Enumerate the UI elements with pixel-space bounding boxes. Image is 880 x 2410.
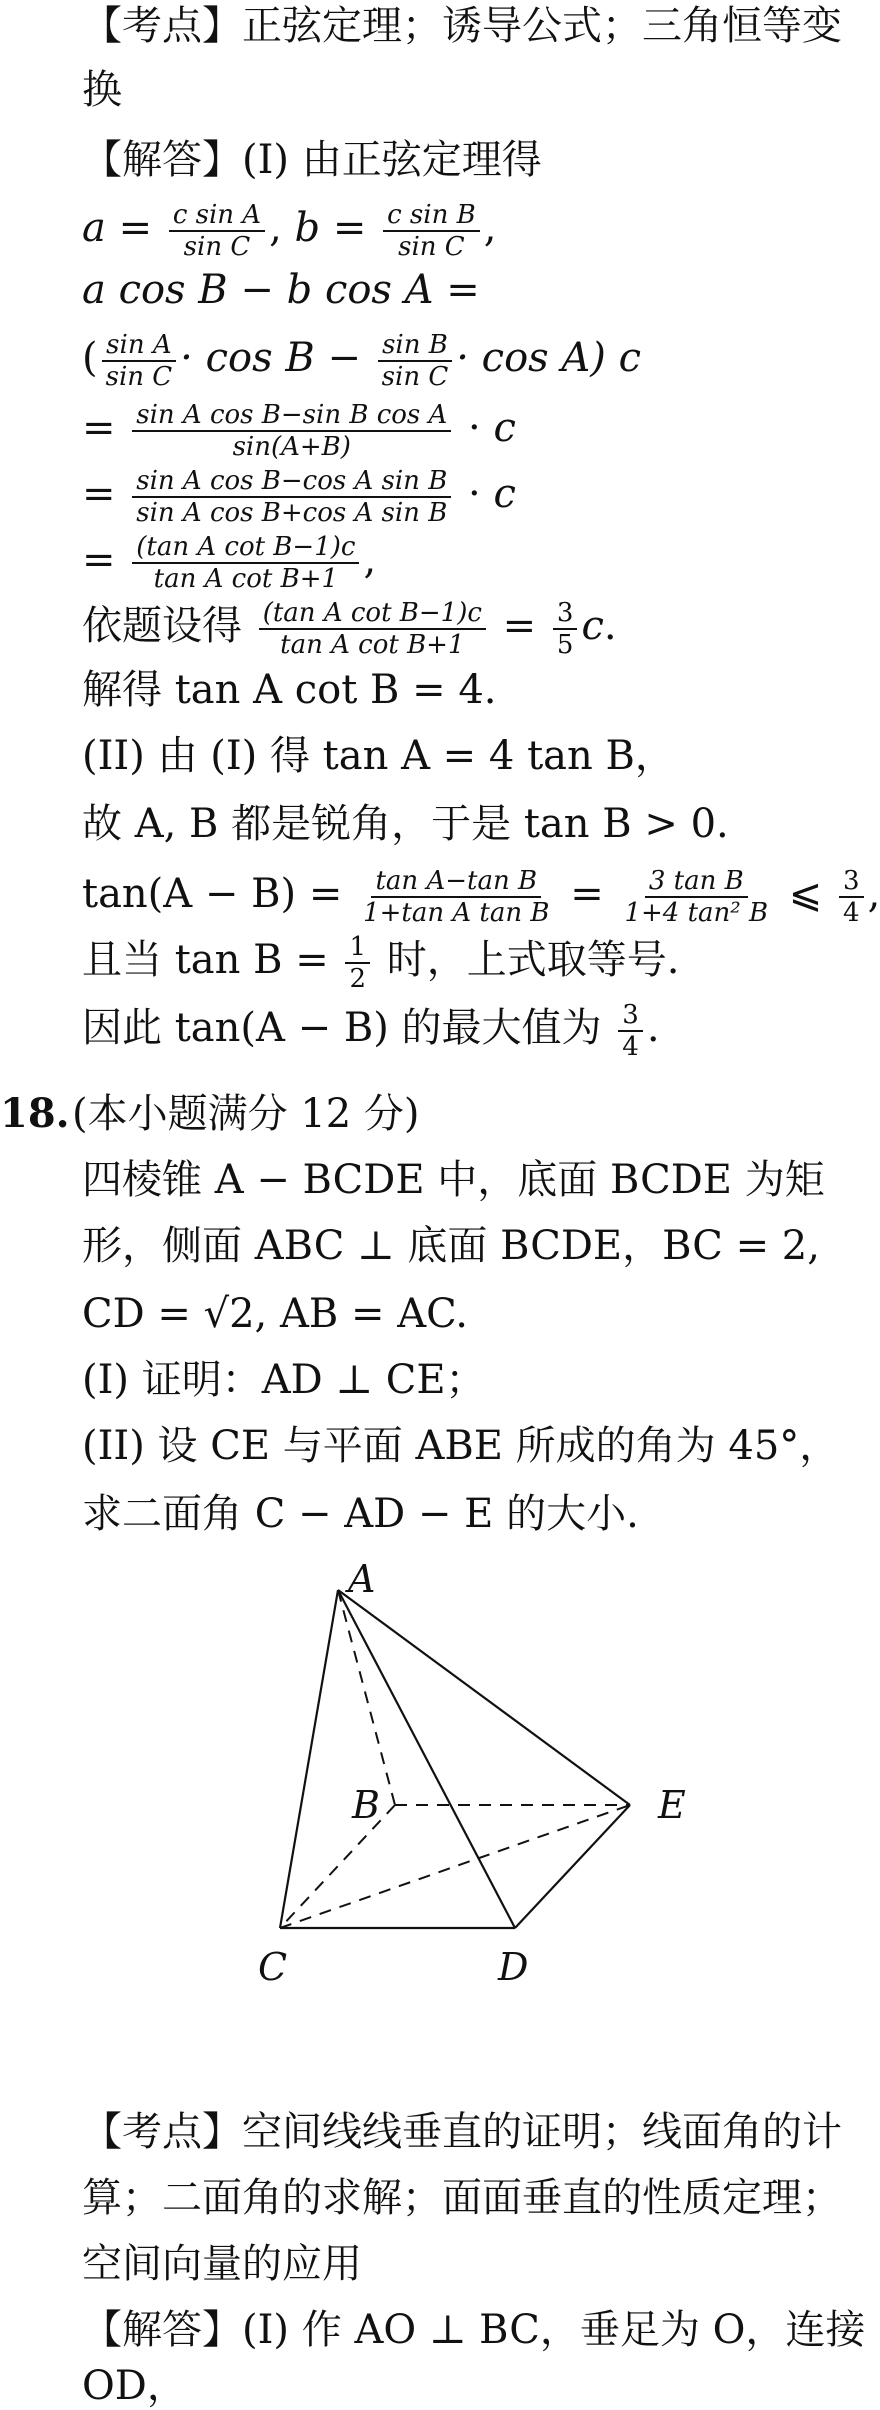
fraction: $\frac{\text{sin A cos B−cos A sin B}}{\text{sin A cos B+cos A sin B}}$ <box>132 466 451 528</box>
yiti-line: 依题设得 $\frac{\text{(tan A cot B−1)c}}{\text{tan A cot B+1}}$ = $\frac{3}{5}$ c. <box>82 598 617 660</box>
expr-row-6: = $\frac{\text{(tan A cot B−1)c}}{\text{tan A cot B+1}}$ , <box>82 532 377 594</box>
tan-diff-line: tan(A − B) = $\frac{\text{tan A−tan B}}{\text{1+tan A tan B}}$ = $\frac{\text{3 tan B}}{\text{1+4 tan² B}}$ ⩽ $\frac{3}{4}$ , <box>82 866 880 928</box>
fraction: $\frac{\text{sin B}}{\text{sin C}}$ <box>378 330 453 392</box>
jieda-line: 【解答】(I) 由正弦定理得 <box>82 137 542 183</box>
acos-line: a cos B − b cos A = <box>82 267 480 313</box>
question-part-2: (II) 设 CE 与平面 ABE 所成的角为 45°， <box>82 1423 840 1469</box>
label-B: B <box>352 1783 380 1827</box>
yinci-line: 因此 tan(A − B) 的最大值为 $\frac{3}{4}$ . <box>82 1000 660 1062</box>
kaodian-line: 【考点】正弦定理；诱导公式；三角恒等变 <box>82 3 842 49</box>
qie-line: 且当 tan B = $\frac{1}{2}$ 时，上式取等号. <box>82 932 680 994</box>
question-title: (本小题满分 12 分) <box>72 1091 420 1137</box>
fraction: $\frac{\text{sin A}}{\text{sin C}}$ <box>102 330 177 392</box>
edge-AB-hidden <box>338 1590 395 1805</box>
expr-row-4: = $\frac{\text{sin A cos B−sin B cos A}}{\sin(A+B)}$ · c <box>82 400 516 462</box>
fraction: $\frac{\text{sin A cos B−sin B cos A}}{\sin(A+B)}$ <box>132 400 451 462</box>
question-text-line-1: 四棱锥 A − BCDE 中，底面 BCDE 为矩 <box>82 1157 825 1203</box>
kaodian2-line-3: 空间向量的应用 <box>82 2241 362 2287</box>
expr-row-5: = $\frac{\text{sin A cos B−cos A sin B}}{\text{sin A cos B+cos A sin B}}$ · c <box>82 466 516 528</box>
fraction: $\frac{3}{4}$ <box>839 866 864 928</box>
label-A: A <box>348 1557 376 1601</box>
fraction: $\frac{\text{c sin A}}{\text{sin C}}$ <box>169 200 265 262</box>
fraction: $\frac{\text{(tan A cot B−1)c}}{\text{tan A cot B+1}}$ <box>259 598 486 660</box>
kaodian2-line-1: 【考点】空间线线垂直的证明；线面角的计 <box>82 2109 842 2155</box>
label-C: C <box>258 1945 288 1989</box>
fraction: $\frac{\text{3 tan B}}{\text{1+4 tan² B}}$ <box>624 866 769 928</box>
pyramid-figure <box>240 1557 710 2030</box>
question-part-1: (I) 证明：AD ⊥ CE； <box>82 1357 486 1403</box>
part2-line-b: 故 A, B 都是锐角，于是 tan B > 0. <box>82 801 729 847</box>
jiede-line: 解得 tan A cot B = 4. <box>82 667 497 713</box>
label-E: E <box>658 1783 686 1827</box>
fraction: $\frac{1}{2}$ <box>345 932 370 994</box>
kaodian-line-cont: 换 <box>82 67 122 113</box>
edge-AE <box>338 1590 630 1805</box>
question-text-line-3: CD = √2, AB = AC. <box>82 1291 468 1337</box>
jieda2-line-1: 【解答】(I) 作 AO ⊥ BC，垂足为 O，连接 <box>82 2307 866 2353</box>
fraction: $\frac{3}{5}$ <box>553 598 578 660</box>
part2-line-a: (II) 由 (I) 得 tan A = 4 tan B， <box>82 733 675 779</box>
label-D: D <box>498 1945 529 1989</box>
fraction: $\frac{\text{tan A−tan B}}{\text{1+tan A tan B}}$ <box>363 866 550 928</box>
diagonal-CE-hidden <box>280 1805 630 1928</box>
jieda2-line-2: OD， <box>82 2363 187 2409</box>
fraction: $\frac{\text{c sin B}}{\text{sin C}}$ <box>383 200 480 262</box>
kaodian2-line-2: 算；二面角的求解；面面垂直的性质定理； <box>82 2175 842 2221</box>
edge-DE <box>515 1805 630 1928</box>
question-number: 18. <box>0 1090 70 1137</box>
fraction: $\frac{\text{(tan A cot B−1)c}}{\text{tan A cot B+1}}$ <box>132 532 359 594</box>
edge-AC <box>280 1590 338 1928</box>
question-text-line-2: 形，侧面 ABC ⊥ 底面 BCDE，BC = 2, <box>82 1223 820 1269</box>
fraction: $\frac{3}{4}$ <box>618 1000 643 1062</box>
expr-row-3: ( $\frac{\text{sin A}}{\text{sin C}}$ · cos B − $\frac{\text{sin B}}{\text{sin C}}$ · cos A) c <box>82 330 641 392</box>
sine-rule-line: a = $\frac{\text{c sin A}}{\text{sin C}}$ , b = $\frac{\text{c sin B}}{\text{sin C}}$ , <box>82 200 497 262</box>
question-part-2-cont: 求二面角 C − AD − E 的大小. <box>82 1491 639 1537</box>
